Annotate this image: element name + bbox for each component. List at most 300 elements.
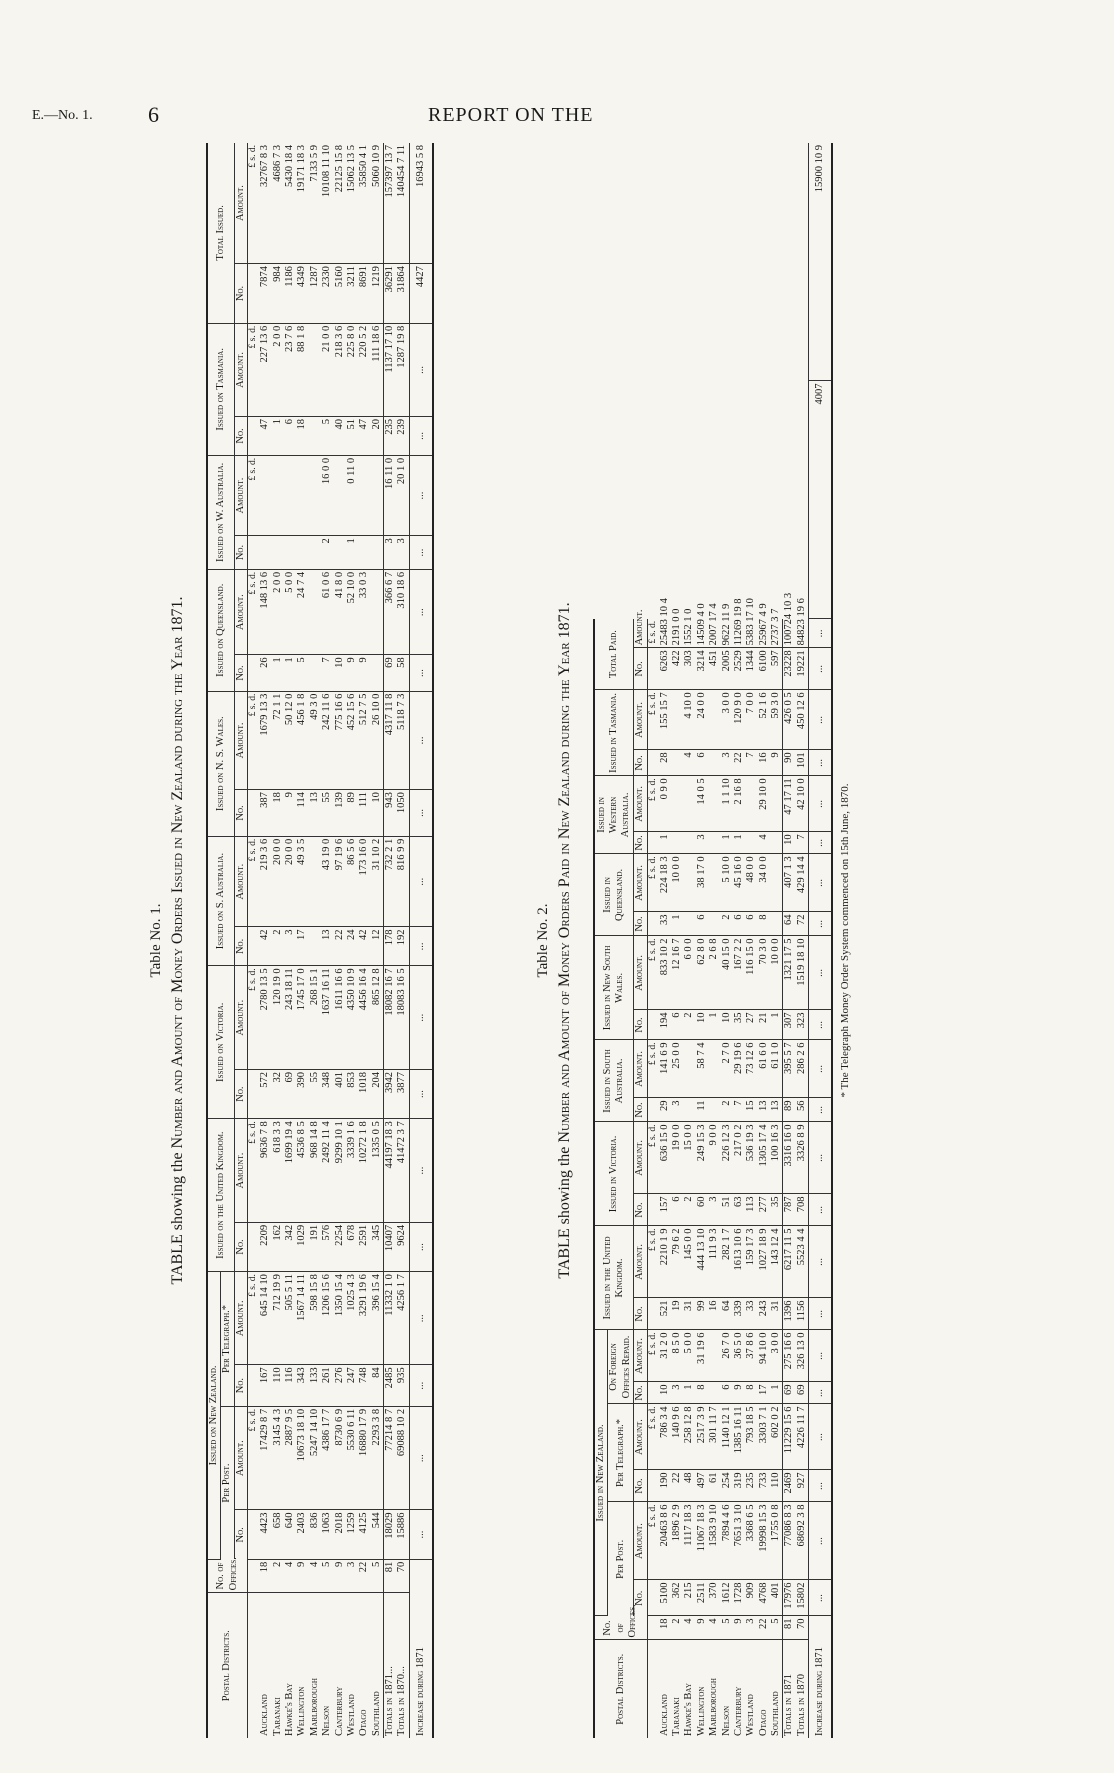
amount-cell: 712 19 9 [272,1272,284,1365]
count-cell: 1029 [296,1222,308,1271]
currency-units: £ s. d. [248,1272,260,1365]
amount-cell: 225 8 0 [346,323,358,416]
increase-cell: ... [409,1069,433,1118]
increase-cell: ... [809,912,833,936]
amount-cell [708,690,720,750]
col-no: No. [634,1382,647,1404]
count-cell: 16 [708,1298,720,1330]
table-row [272,143,284,1738]
amount-cell: 5 10 0 [721,854,733,912]
amount-cell: 407 1 3 [783,854,796,912]
count-cell: 36291 [384,264,397,324]
count-cell: 114 [296,790,308,837]
count-cell: 348 [321,1069,333,1118]
count-cell [309,655,321,691]
amount-cell: 1287 19 8 [396,323,409,416]
sub-per-post: Per Post. [608,1502,634,1616]
count-cell: 748 [358,1365,370,1406]
amount-cell: 116 15 0 [745,936,757,1010]
amount-cell: 155 15 7 [659,690,671,750]
count-cell: 22 [733,750,745,776]
count-cell: 101 [796,750,809,776]
amount-cell: 33 0 3 [358,569,370,655]
count-cell: 89 [783,1098,796,1122]
count-cell: 7 [733,1098,745,1122]
district-cell: Canterbury [333,1686,345,1736]
amount-cell: 3339 1 6 [346,1119,358,1223]
amount-cell: 645 14 10 [259,1272,271,1365]
amount-cell: 6 0 0 [683,936,695,1010]
count-cell: 1287 [309,264,321,324]
amount-cell: 7 0 0 [745,690,757,750]
count-cell: 2485 [384,1365,397,1406]
count-cell: 190 [659,1470,671,1502]
increase-cell: ... [409,1365,433,1406]
count-cell: 4349 [296,264,308,324]
amount-cell: 429 14 4 [796,854,809,912]
count-cell: 6100 [758,648,770,690]
totals-row [384,143,397,1738]
count-cell: 1 [671,912,683,936]
amount-cell: 3145 4 3 [272,1406,284,1510]
col-amount: Amount. [234,143,247,264]
col-offices: No. of Offices. [594,1616,647,1640]
amount-cell: 1567 14 11 [296,1272,308,1365]
count-cell: 139 [334,790,346,837]
col-amount: Amount. [234,966,247,1070]
count-cell: 10 [659,1382,671,1404]
group-south-australia: Issued in South Australia. [594,1040,634,1122]
count-cell [770,912,783,936]
district-cell: Totals in 1870... [396,1666,408,1736]
count-cell: 422 [671,648,683,690]
units-row [248,143,260,1738]
count-cell: 10 [721,1010,733,1040]
units-blank [647,1298,659,1330]
amount-cell: 88 1 8 [296,323,308,416]
count-cell: 935 [396,1365,409,1406]
amount-cell: 20 0 0 [272,836,284,927]
count-cell [259,536,271,570]
amount-cell: 5 0 0 [284,569,296,655]
currency-units: £ s. d. [248,455,260,535]
amount-cell: 44197 18 3 [384,1119,397,1223]
amount-cell: 3 0 0 [770,1330,783,1382]
count-cell: 1 [284,655,296,691]
units-blank [647,912,659,936]
amount-cell [371,569,384,655]
count-cell: 3 [671,1382,683,1404]
count-cell: 5 [321,417,333,456]
col-amount: Amount. [634,1330,647,1382]
count-cell: 1 [683,1382,695,1404]
amount-cell: 1137 17 10 [384,323,397,416]
amount-cell: 157397 13 7 [384,143,397,264]
increase-cell: ... [809,750,833,776]
amount-cell: 34 0 0 [758,854,770,912]
count-cell: 113 [745,1194,757,1226]
col-no: No. [634,1470,647,1502]
count-cell: 84 [371,1365,384,1406]
group-united-kingdom: Issued on the United Kingdom. [207,1119,234,1272]
count-cell: 133 [309,1365,321,1406]
increase-cell: 15900 10 9 [809,143,833,381]
group-victoria: Issued in Victoria. [594,1122,634,1226]
count-cell: 1 [770,1382,783,1404]
count-cell: 194 [659,1010,671,1040]
amount-cell: 141 6 9 [659,1040,671,1098]
count-cell: 1344 [745,648,757,690]
count-cell: 2 [683,1194,695,1226]
count-cell: 69 [384,655,397,691]
increase-cell: ... [809,1298,833,1330]
amount-cell [683,776,695,832]
amount-cell: 865 12 8 [371,966,384,1070]
count-cell: 7 [321,655,333,691]
count-cell: 390 [296,1069,308,1118]
col-amount: Amount. [234,691,247,789]
count-cell: 276 [334,1365,346,1406]
group-issued-in-new-zealand: Issued in New Zealand. [594,1330,608,1616]
currency-units: £ s. d. [248,836,260,927]
amount-cell: 120 19 0 [272,966,284,1070]
count-cell: 342 [284,1222,296,1271]
district-cell: Auckland [259,1694,271,1736]
col-no: No. [634,832,647,854]
increase-cell: ... [409,417,433,456]
count-cell: 69 [284,1069,296,1118]
amount-cell: 32767 8 3 [259,143,271,264]
count-cell: 1 [708,1010,720,1040]
amount-cell: 366 6 7 [384,569,397,655]
increase-cell: ... [809,1040,833,1098]
col-no: No. [634,912,647,936]
increase-cell: ... [809,1194,833,1226]
count-cell: 21 [758,1010,770,1040]
count-cell: 11 [696,1098,708,1122]
increase-cell: ... [809,776,833,832]
col-no: No. [234,1069,247,1118]
district-cell: Wellington [695,1686,707,1736]
count-cell: 15 [745,1098,757,1122]
col-amount: Amount. [634,854,647,912]
amount-cell: 0 9 0 [659,776,671,832]
amount-cell: 219 3 6 [259,836,271,927]
amount-cell: 20463 8 6 [659,1502,671,1580]
amount-cell: 217 0 2 [733,1122,745,1194]
amount-cell: 227 13 6 [259,323,271,416]
count-cell: 13 [321,927,333,966]
count-cell: 345 [371,1222,384,1271]
increase-cell: ... [409,1272,433,1365]
offices-cell: 81 [783,1616,796,1640]
offices-cell: 4 [683,1616,695,1640]
amount-cell: 2517 3 9 [696,1404,708,1470]
amount-cell: 3326 8 9 [796,1122,809,1194]
district-cell: Totals in 1871... [384,1593,397,1738]
increase-cell: 4427 [409,264,433,324]
footnote: * The Telegraph Money Order System commenced on 15th June, 1870. [839,783,852,1098]
amount-cell: 4256 1 7 [396,1272,409,1365]
units-blank [647,832,659,854]
count-cell: 2254 [334,1222,346,1271]
table-2-number: Table No. 2. [535,903,551,978]
amount-cell: 2492 11 4 [321,1119,333,1223]
amount-cell: 21 0 0 [321,323,333,416]
count-cell: 401 [770,1580,783,1616]
count-cell: 13 [770,1098,783,1122]
count-cell: 19221 [796,648,809,690]
amount-cell: 301 11 7 [708,1404,720,1470]
col-amount: Amount. [634,1502,647,1580]
count-cell: 2 [321,536,333,570]
amount-cell: 1699 19 4 [284,1119,296,1223]
offices-cell: 4 [284,1559,296,1593]
amount-cell: 59 3 0 [770,690,783,750]
amount-cell: 19 0 0 [671,1122,683,1194]
amount-cell: 5430 18 4 [284,143,296,264]
count-cell: 110 [770,1470,783,1502]
amount-cell: 111 18 6 [371,323,384,416]
amount-cell: 1305 17 4 [758,1122,770,1194]
currency-units: £ s. d. [647,936,659,1010]
table-row [334,143,346,1738]
amount-cell [671,690,683,750]
amount-cell: 111 9 3 [708,1226,720,1298]
totals-row [783,143,796,1738]
units-blank [248,1559,260,1593]
count-cell: 343 [296,1365,308,1406]
amount-cell: 140 9 6 [671,1404,683,1470]
count-cell: 678 [346,1222,358,1271]
amount-cell: 9636 7 8 [259,1119,271,1223]
count-cell: 943 [384,790,397,837]
table-row [321,143,333,1738]
table-row [346,143,358,1738]
count-cell [683,832,695,854]
amount-cell: 0 11 0 [346,455,358,535]
increase-cell: ... [809,854,833,912]
report-reference: E.—No. 1. [32,108,93,123]
count-cell: 6 [745,912,757,936]
group-total-paid: Total Paid. [594,619,634,690]
units-blank [248,1593,260,1738]
amount-cell: 1519 18 10 [796,936,809,1010]
count-cell: 2 [683,1010,695,1040]
count-cell: 4768 [758,1580,770,1616]
amount-cell: 26 7 0 [721,1330,733,1382]
table-2 [593,143,833,1738]
amount-cell: 3 0 0 [721,690,733,750]
offices-cell: 18 [259,1559,271,1593]
count-cell: 2209 [259,1222,271,1271]
count-cell: 18 [296,417,308,456]
totals-row [396,143,409,1738]
table-row [671,143,683,1738]
increase-cell: ... [809,1404,833,1470]
count-cell: 3877 [396,1069,409,1118]
count-cell: 72 [796,912,809,936]
increase-cell: ... [409,691,433,789]
count-cell [284,536,296,570]
count-cell: 836 [309,1510,321,1559]
count-cell: 1 [770,1010,783,1040]
no-amount-header-row [634,143,647,1738]
amount-cell: 62 8 0 [696,936,708,1010]
count-cell: 7874 [259,264,271,324]
count-cell: 277 [758,1194,770,1226]
amount-cell: 11332 1 0 [384,1272,397,1365]
table-row [733,143,745,1738]
amount-cell: 42 10 0 [796,776,809,832]
currency-units: £ s. d. [248,1406,260,1510]
count-cell: 15802 [796,1580,809,1616]
col-amount: Amount. [634,1226,647,1298]
count-cell: 323 [796,1010,809,1040]
count-cell: 909 [745,1580,757,1616]
count-cell: 319 [733,1470,745,1502]
offices-cell: 18 [659,1616,671,1640]
amount-cell: 20 0 0 [284,836,296,927]
units-blank [248,1365,260,1406]
col-offices: No. of Offices. [207,1559,248,1593]
increase-cell: ... [809,619,833,648]
count-cell: 497 [696,1470,708,1502]
count-cell [683,912,695,936]
units-blank [647,1616,659,1640]
amount-cell: 396 15 4 [371,1272,384,1365]
group-victoria: Issued on Victoria. [207,966,234,1119]
amount-cell [671,776,683,832]
count-cell: 55 [309,1069,321,1118]
count-cell [371,536,384,570]
count-cell: 261 [321,1365,333,1406]
amount-cell: 31 10 2 [371,836,384,927]
count-cell: 254 [721,1470,733,1502]
amount-cell: 69088 10 2 [396,1406,409,1510]
currency-units: £ s. d. [248,1119,260,1223]
count-cell: 4125 [358,1510,370,1559]
count-cell: 1 [733,832,745,854]
amount-cell: 22125 15 8 [334,143,346,264]
amount-cell: 4686 7 3 [272,143,284,264]
amount-cell: 5383 17 10 [745,619,757,648]
increase-cell: ... [409,836,433,927]
count-cell: 1 [721,832,733,854]
amount-cell: 79 6 2 [671,1226,683,1298]
col-no: No. [234,264,247,324]
increase-cell: ... [409,790,433,837]
count-cell: 162 [272,1222,284,1271]
count-cell: 7 [745,750,757,776]
col-no: No. [634,1098,647,1122]
amount-cell: 72 1 1 [272,691,284,789]
currency-units: £ s. d. [647,690,659,750]
count-cell: 90 [783,750,796,776]
count-cell: 2018 [334,1510,346,1559]
count-cell [371,655,384,691]
amount-cell: 4350 10 9 [346,966,358,1070]
count-cell: 24 [346,927,358,966]
offices-cell: 5 [321,1559,333,1593]
count-cell: 22 [671,1470,683,1502]
amount-cell: 258 12 8 [683,1404,695,1470]
district-cell: Southland [370,1691,382,1736]
count-cell [358,536,370,570]
amount-cell: 793 18 5 [745,1404,757,1470]
col-no: No. [234,536,247,570]
amount-cell: 426 0 5 [783,690,796,750]
amount-cell: 40 15 0 [721,936,733,1010]
count-cell [309,927,321,966]
table-row [309,143,321,1738]
amount-cell: 816 9 9 [396,836,409,927]
count-cell: 35 [770,1194,783,1226]
count-cell: 5160 [334,264,346,324]
col-amount: Amount. [234,1272,247,1365]
count-cell: 10407 [384,1222,397,1271]
count-cell: 1018 [358,1069,370,1118]
amount-cell: 37 8 6 [745,1330,757,1382]
count-cell: 853 [346,1069,358,1118]
col-amount: Amount. [234,569,247,655]
count-cell: 23228 [783,648,796,690]
col-postal-districts: Postal Districts. [207,1593,248,1738]
col-postal-districts: Postal Districts. [594,1640,647,1738]
amount-cell: 444 13 10 [696,1226,708,1298]
amount-cell: 86 5 6 [346,836,358,927]
count-cell: 8 [696,1382,708,1404]
count-cell: 19 [671,1298,683,1330]
count-cell: 51 [346,417,358,456]
increase-cell: ... [409,927,433,966]
table-1-number: Table No. 1. [148,903,164,978]
amount-cell: 5 0 0 [683,1330,695,1382]
amount-cell: 1140 12 1 [721,1404,733,1470]
district-cell: Taranaki [671,1697,683,1736]
amount-cell: 25483 10 4 [659,619,671,648]
count-cell: 1186 [284,264,296,324]
increase-cell: ... [809,1382,833,1404]
count-cell: 13 [309,790,321,837]
amount-cell: 786 3 4 [659,1404,671,1470]
count-cell: 787 [783,1194,796,1226]
count-cell: 3 [708,1194,720,1226]
count-cell: 7 [796,832,809,854]
group-queensland: Issued in Queensland. [594,854,634,936]
amount-cell: 226 12 3 [721,1122,733,1194]
group-new-south-wales: Issued in New South Wales. [594,936,634,1040]
count-cell: 17 [758,1382,770,1404]
increase-cell: ... [809,1226,833,1298]
increase-cell: ... [809,1122,833,1194]
units-blank [647,1382,659,1404]
table-1-caption: TABLE showing the Number and Amount of Money Orders Issued in New Zealand during the Year 1871. [169,596,186,1285]
count-cell: 4 [683,750,695,776]
count-cell: 26 [259,655,271,691]
amount-cell: 11229 15 6 [783,1404,796,1470]
col-amount: Amount. [634,776,647,832]
amount-cell: 2 6 8 [708,936,720,1010]
count-cell: 4423 [259,1510,271,1559]
amount-cell: 84823 19 6 [796,619,809,648]
offices-cell: 70 [396,1559,409,1593]
count-cell: 60 [696,1194,708,1226]
amount-cell: 1025 4 3 [346,1272,358,1365]
amount-cell: 224 18 3 [659,854,671,912]
count-cell [770,832,783,854]
count-cell: 8 [745,1382,757,1404]
